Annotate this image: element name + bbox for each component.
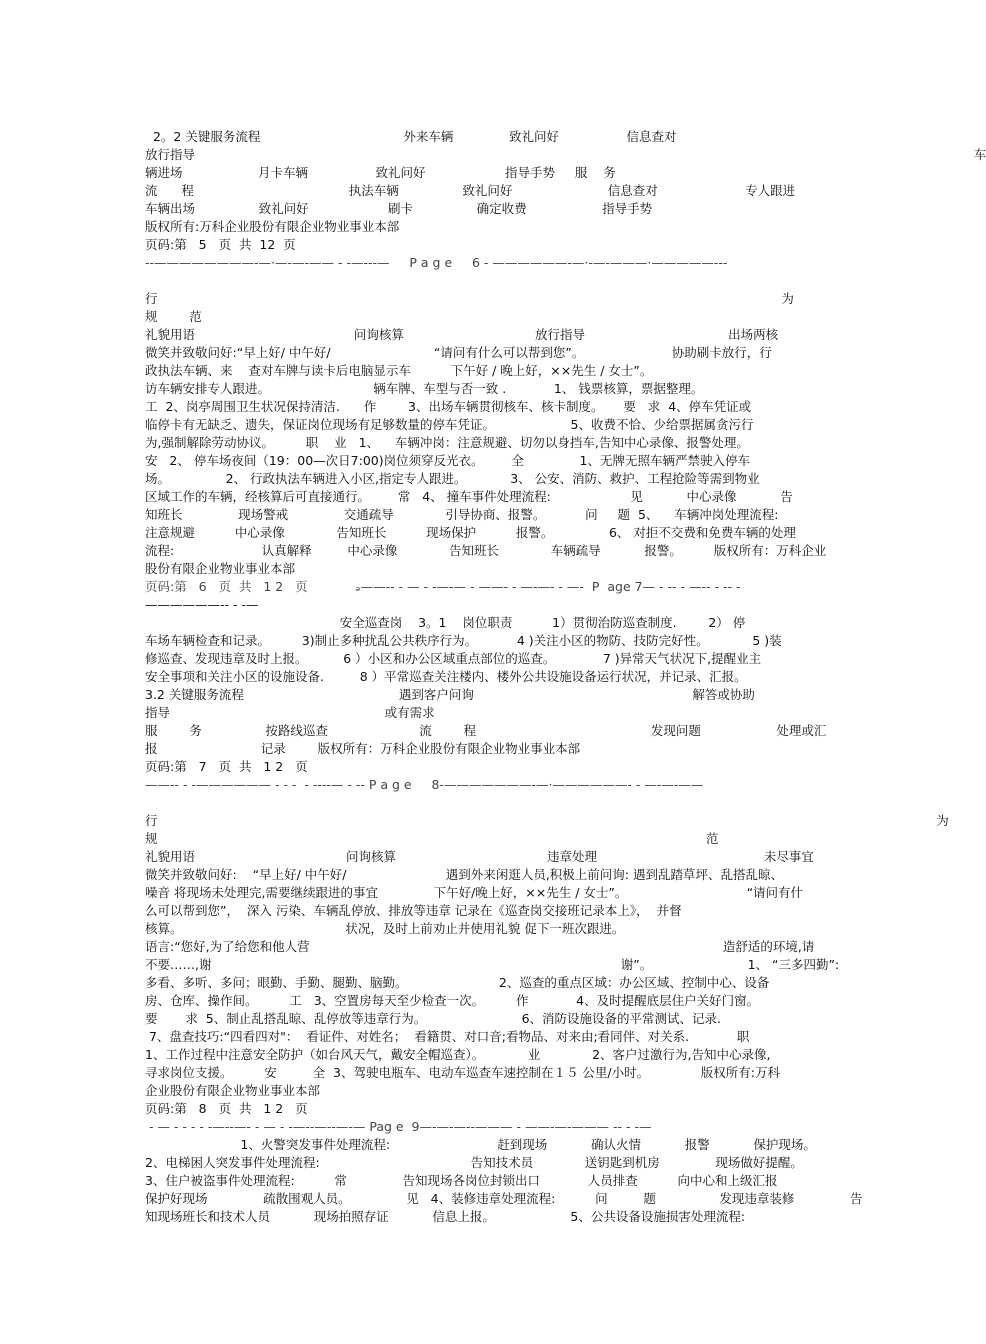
text-line: 访车辆安排专人跟进。 辆车牌、车型与否一致 . 1、 钱票核算，票据整理。 [145, 381, 704, 396]
text-line: 3.2 关键服务流程 遇到客户问询 解答或协助 [145, 687, 755, 702]
text-line: 安 2、 停车场夜间（19：00—次日7:00)岗位须穿反光衣。 全 1、无牌无照车辆严禁驶入停车 [145, 453, 751, 468]
text-line: 注意规避 中心录像 告知班长 现场保护 报警。 6、 对拒不交费和免费车辆的处理 [145, 525, 796, 540]
text-line: 车场车辆检查和记录。 3)制止多种扰乱公共秩序行为。 4 )关注小区的物防、技防完好性。 5 )装 [145, 633, 782, 648]
text-line: 区域工作的车辆，经核算后可直接通行。 常 4、 撞车事件处理流程: 见 中心录像 告 [145, 489, 793, 504]
text-line: 为,强制解除劳动协议。 职 业 1、 车辆冲岗：注意规避、切勿以身挡车,告知中心录像、报警处理。 [145, 435, 749, 450]
text-line: 保护好现场 疏散围观人员。 见 4、装修违章处理流程: 问 题 发现违章装修 告 [145, 1191, 863, 1206]
text-line: 股份有限企业物业事业本部 [145, 561, 296, 576]
text-line: 安全事项和关注小区的设施设备. 8 ）平常巡查关注楼内、楼外公共设施设备运行状况，并记录、汇报。 [145, 669, 747, 684]
text-line: 修巡查、发现违章及时上报。 6 ）小区和办公区域重点部位的巡查。 7 )异常天气状况下,提醒业主 [145, 651, 762, 666]
text-line: 礼貌用语 问询核算 放行指导 出场两核 [145, 327, 779, 342]
text-line: 语言:“您好,为了给您和他人营 造舒适的环境,请 [145, 939, 815, 954]
text-line: ——-- - -—————— - - - - ----— - -- P a g e 8-———————-—·——————- - —-—-—— [145, 777, 704, 792]
text-line: 礼貌用语 问询核算 违章处理 未尽事宜 [145, 849, 814, 864]
text-line: 报 记录 版权所有：万科企业股份有限企业物业事业本部 [145, 741, 581, 756]
text-line: 行 为 [145, 813, 949, 828]
text-line: 要 求 5、制止乱搭乱晾、乱停放等违章行为。 6、消防设施设备的平常测试、记录. [145, 1011, 722, 1026]
text-line: 1、工作过程中注意安全防护（如台风天气，戴安全帽巡查）。 业 2、客户过激行为,告知中心录像, [145, 1047, 771, 1062]
text-line: 核算。 状况，及时上前劝止并使用礼貌 促下一班次跟进。 [145, 921, 625, 936]
text-line: 2、电梯困人突发事件处理流程: 告知技术员 送钥匙到机房 现场做好提醒。 [145, 1155, 803, 1170]
text-line: 知现场班长和技术人员 现场拍照存证 信息上报。 5、公共设备设施损害处理流程: [145, 1209, 746, 1224]
text-line: 知班长 现场警戒 交通疏导 引导协商、报警。 问 题 5、 车辆冲岗处理流程: [145, 507, 779, 522]
text-line: 企业股份有限企业物业事业本部 [145, 1083, 321, 1098]
text-line: 放行指导 车 [145, 147, 986, 162]
text-line: 车辆出场 致礼问好 刷卡 确定收费 指导手势 [145, 201, 653, 216]
text-line: 页码:第 5 页 共 12 页 [145, 237, 296, 252]
text-line: 场。 2、 行政执法车辆进入小区,指定专人跟进。 3、 公安、消防、救护、工程抢险等需到物业 [145, 471, 760, 486]
text-line: 微笑并致敬问好: “早上好/ 中午好/ 遇到外来闲逛人员,积极上前问询: 遇到乱踏草坪、乱搭乱晾、 [145, 867, 783, 882]
text-line: --————————-—·—-—-—— - -—---— P a g e 6 - ——————-—·-—-———·—————--- [145, 255, 728, 270]
text-line: 7、盘查技巧:“四看四对"： 看证件、对姓名； 看籍贯、对口音;看物品、对来由;看同伴、对关系. 职 [145, 1029, 750, 1044]
text-line: 版权所有:万科企业股份有限企业物业事业本部 [145, 219, 400, 234]
text-line: 规 范 [145, 309, 202, 324]
text-line: 安全巡查岗 3。1 岗位职责 1）贯彻治防巡查制度. 2） 停 [145, 615, 746, 630]
text-line: - — - - - - -—--—- - — - -—--—--—-— Pag e 9—-—-—--——— - ——-—-——— -- - -— [145, 1119, 652, 1134]
text-line: 行 为 [145, 291, 794, 306]
text-line: 2。2 关键服务流程 外来车辆 致礼问好 信息查对 [145, 129, 677, 144]
text-line: 页码:第 8 页 共 1 2 页 [145, 1101, 308, 1116]
text-line: 3、住户被盗事件处理流程: 常 告知现场各岗位封锁出口 人员排查 向中心和上级汇报 [145, 1173, 778, 1188]
text-line: 临停卡有无缺乏、遗失，保证岗位现场有足够数量的停车凭证。 5、收费不恰、少给票据属贪污行 [145, 417, 754, 432]
text-line: 页码:第 7 页 共 1 2 页 [145, 759, 308, 774]
text-line: 政执法车辆、来 查对车牌与读卡后电脑显示车 下午好 / 晚上好，××先生 / 女士”。 [145, 363, 653, 378]
text-line: 寻求岗位支援。 安 全 3、驾驶电瓶车、电动车巡查车速控制在１５ 公里/小时。 版权所有:万科 [145, 1065, 780, 1080]
text-line: 1、火警突发事件处理流程: 赶到现场 确认火情 报警 保护现场。 [145, 1137, 816, 1152]
text-line: ——————-- - -— [145, 597, 259, 612]
text-line: 不要……,谢 谢”。 1、 “三多四勤”: [145, 957, 840, 972]
text-line: 工 2、岗亭周围卫生状况保持清洁. 作 3、出场车辆贯彻核车、核卡制度。 要 求 4、停车凭证或 [145, 399, 752, 414]
text-line: 页码:第 6 页 共 1 2 页 ₔ——-- - — - -—-— - ——- - —-—- - —- P age 7— - -- - —-- - -- - [145, 579, 741, 594]
text-line: 流 程 执法车辆 致礼问好 信息查对 专人跟进 [145, 183, 796, 198]
text-line: 服 务 按路线巡查 流 程 发现问题 处理或汇 [145, 723, 827, 738]
text-line: 规 范 [145, 831, 719, 846]
text-line: 流程: 认真解释 中心录像 告知班长 车辆疏导 报警。 版权所有：万科企业 [145, 543, 827, 558]
text-line: 房、仓库、操作间。 工 3、空置房每天至少检查一次。 作 4、及时提醒底层住户关好门窗。 [145, 993, 760, 1008]
text-line: 指导 或有需求 [145, 705, 435, 720]
text-line: 噪音 将现场未处理完,需要继续跟进的事宜 下午好/晚上好，××先生 / 女士”。 “请问有什 [145, 885, 804, 900]
text-line: 辆进场 月卡车辆 致礼问好 指导手势 服 务 [145, 165, 616, 180]
text-line: 么可以帮到您”， 深入 污染、车辆乱停放、排放等违章 记录在《巡查岗交接班记录本上》， 并督 [145, 903, 682, 918]
text-line: 微笑并致敬问好:“早上好/ 中午好/ “请问有什么可以帮到您”。 协助刷卡放行，行 [145, 345, 772, 360]
text-line: 多看、多听、多问；眼勤、手勤、腿勤、脑勤。 2、巡查的重点区域：办公区域、控制中心、设备 [145, 975, 770, 990]
